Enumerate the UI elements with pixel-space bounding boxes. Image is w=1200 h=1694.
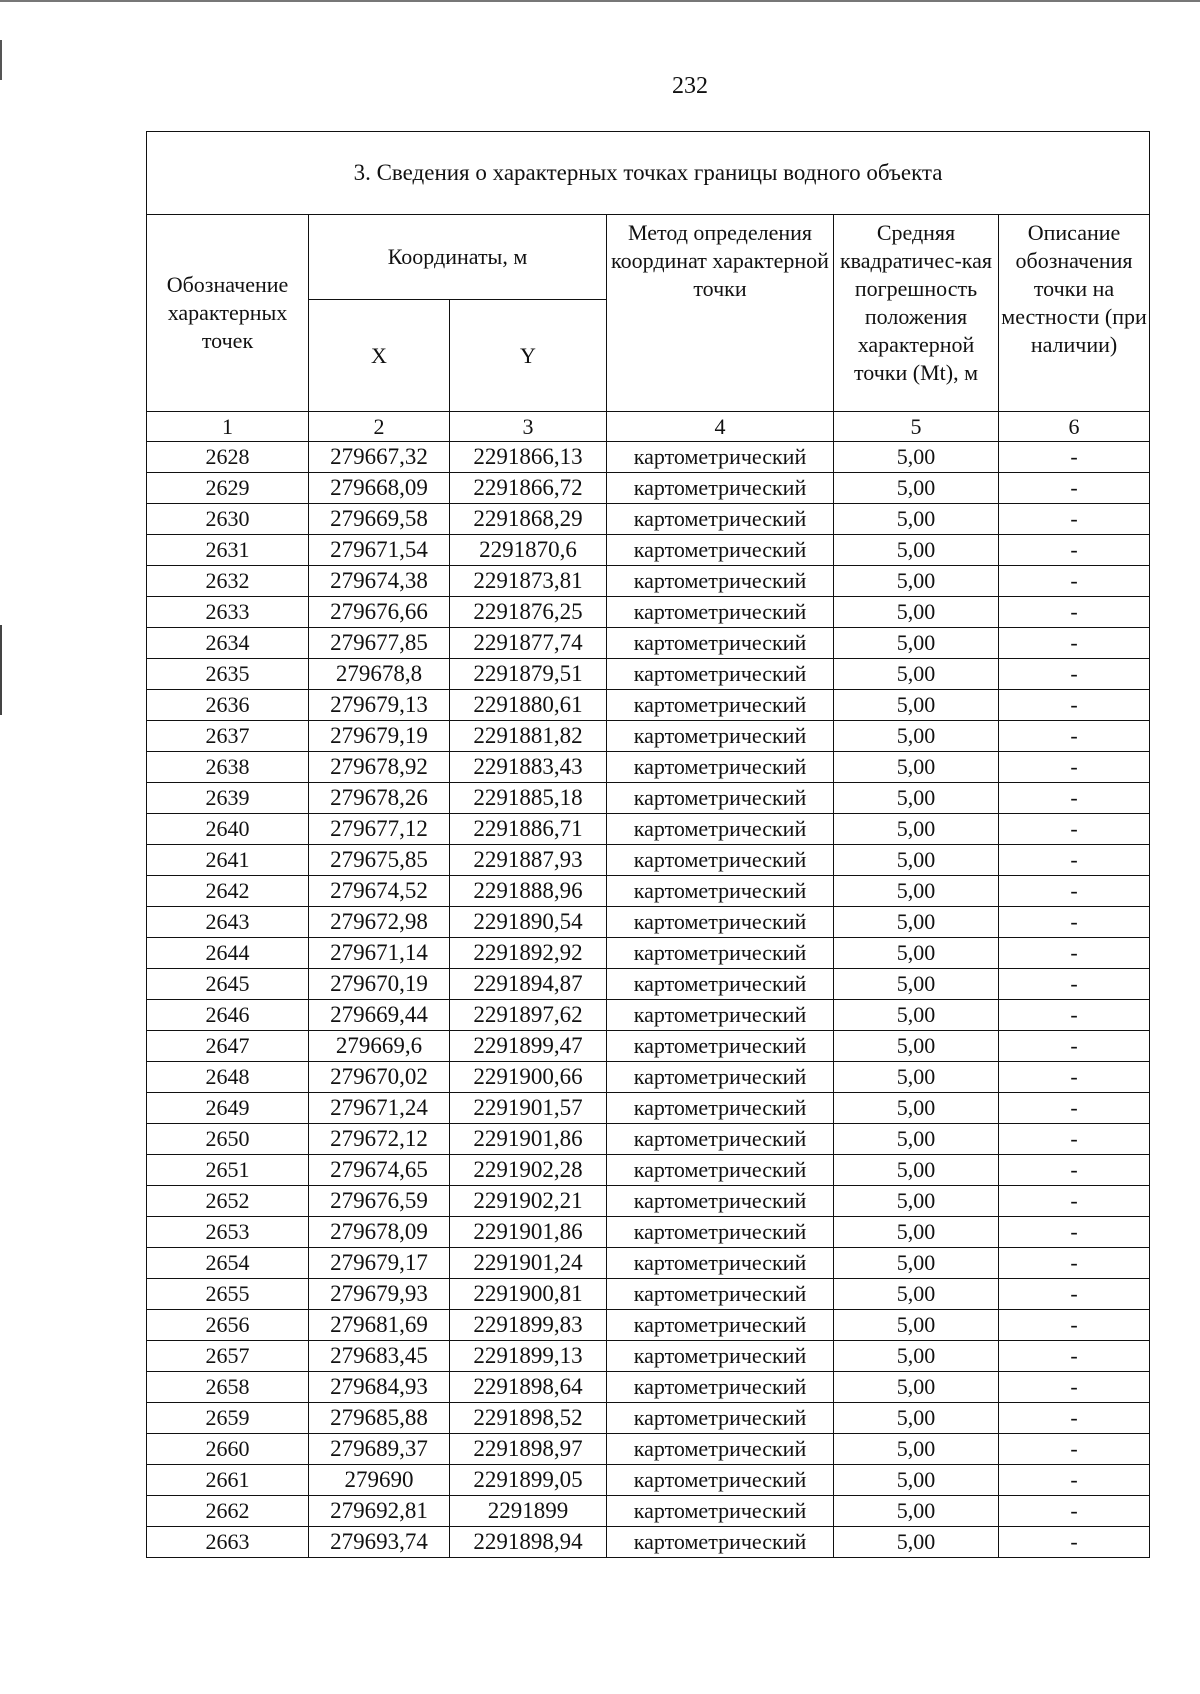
point-cell: 2633	[147, 597, 309, 628]
header-description: Описание обозначения точки на местности (при наличии)	[999, 215, 1150, 412]
error-cell: 5,00	[834, 628, 999, 659]
y-cell: 2291879,51	[450, 659, 607, 690]
table-row	[147, 1465, 1150, 1496]
y-cell: 2291899,05	[450, 1465, 607, 1496]
point-cell: 2660	[147, 1434, 309, 1465]
y-cell: 2291898,64	[450, 1372, 607, 1403]
error-cell: 5,00	[834, 1372, 999, 1403]
y-cell: 2291898,94	[450, 1527, 607, 1558]
method-cell: картометрический	[607, 1124, 834, 1155]
table-row	[147, 752, 1150, 783]
x-cell: 279678,92	[309, 752, 450, 783]
table-row	[147, 1434, 1150, 1465]
description-cell: -	[999, 442, 1150, 473]
y-cell: 2291880,61	[450, 690, 607, 721]
description-cell: -	[999, 1527, 1150, 1558]
point-cell: 2653	[147, 1217, 309, 1248]
x-cell: 279670,19	[309, 969, 450, 1000]
error-cell: 5,00	[834, 1155, 999, 1186]
description-cell: -	[999, 1155, 1150, 1186]
table-row	[147, 659, 1150, 690]
error-cell: 5,00	[834, 1248, 999, 1279]
table-row	[147, 1403, 1150, 1434]
description-cell: -	[999, 1124, 1150, 1155]
table-row	[147, 690, 1150, 721]
x-cell: 279672,98	[309, 907, 450, 938]
method-cell: картометрический	[607, 938, 834, 969]
description-cell: -	[999, 1403, 1150, 1434]
error-cell: 5,00	[834, 1000, 999, 1031]
point-cell: 2639	[147, 783, 309, 814]
description-cell: -	[999, 752, 1150, 783]
table-body	[147, 442, 1150, 1558]
column-numbers-row	[147, 412, 1150, 442]
point-cell: 2655	[147, 1279, 309, 1310]
y-cell: 2291902,28	[450, 1155, 607, 1186]
x-cell: 279678,09	[309, 1217, 450, 1248]
x-cell: 279674,38	[309, 566, 450, 597]
description-cell: -	[999, 1000, 1150, 1031]
method-cell: картометрический	[607, 442, 834, 473]
point-cell: 2629	[147, 473, 309, 504]
error-cell: 5,00	[834, 1310, 999, 1341]
method-cell: картометрический	[607, 1000, 834, 1031]
description-cell: -	[999, 876, 1150, 907]
point-cell: 2631	[147, 535, 309, 566]
column-number: 5	[834, 412, 999, 442]
point-cell: 2628	[147, 442, 309, 473]
table-row	[147, 1124, 1150, 1155]
table-row	[147, 1186, 1150, 1217]
description-cell: -	[999, 1465, 1150, 1496]
point-cell: 2630	[147, 504, 309, 535]
point-cell: 2647	[147, 1031, 309, 1062]
y-cell: 2291901,24	[450, 1248, 607, 1279]
x-cell: 279669,6	[309, 1031, 450, 1062]
method-cell: картометрический	[607, 659, 834, 690]
y-cell: 2291900,66	[450, 1062, 607, 1093]
point-cell: 2654	[147, 1248, 309, 1279]
method-cell: картометрический	[607, 1527, 834, 1558]
description-cell: -	[999, 1372, 1150, 1403]
point-cell: 2632	[147, 566, 309, 597]
x-cell: 279678,26	[309, 783, 450, 814]
method-cell: картометрический	[607, 1062, 834, 1093]
x-cell: 279677,12	[309, 814, 450, 845]
table-row	[147, 628, 1150, 659]
x-cell: 279669,44	[309, 1000, 450, 1031]
x-cell: 279690	[309, 1465, 450, 1496]
x-cell: 279670,02	[309, 1062, 450, 1093]
column-number: 1	[147, 412, 309, 442]
error-cell: 5,00	[834, 1341, 999, 1372]
table-row	[147, 969, 1150, 1000]
table-row	[147, 535, 1150, 566]
table-row	[147, 1093, 1150, 1124]
point-cell: 2642	[147, 876, 309, 907]
point-cell: 2662	[147, 1496, 309, 1527]
x-cell: 279678,8	[309, 659, 450, 690]
y-cell: 2291899,83	[450, 1310, 607, 1341]
column-number: 2	[309, 412, 450, 442]
method-cell: картометрический	[607, 1155, 834, 1186]
table-row	[147, 1496, 1150, 1527]
description-cell: -	[999, 504, 1150, 535]
error-cell: 5,00	[834, 752, 999, 783]
description-cell: -	[999, 1310, 1150, 1341]
x-cell: 279689,37	[309, 1434, 450, 1465]
description-cell: -	[999, 1093, 1150, 1124]
error-cell: 5,00	[834, 1403, 999, 1434]
error-cell: 5,00	[834, 535, 999, 566]
table-row	[147, 1527, 1150, 1558]
x-cell: 279683,45	[309, 1341, 450, 1372]
description-cell: -	[999, 938, 1150, 969]
table-row	[147, 566, 1150, 597]
point-cell: 2657	[147, 1341, 309, 1372]
error-cell: 5,00	[834, 1186, 999, 1217]
error-cell: 5,00	[834, 907, 999, 938]
error-cell: 5,00	[834, 659, 999, 690]
method-cell: картометрический	[607, 1372, 834, 1403]
method-cell: картометрический	[607, 1217, 834, 1248]
x-cell: 279667,32	[309, 442, 450, 473]
error-cell: 5,00	[834, 473, 999, 504]
table-row	[147, 1155, 1150, 1186]
column-number: 4	[607, 412, 834, 442]
y-cell: 2291887,93	[450, 845, 607, 876]
point-cell: 2638	[147, 752, 309, 783]
description-cell: -	[999, 721, 1150, 752]
x-cell: 279671,14	[309, 938, 450, 969]
table-row	[147, 1000, 1150, 1031]
method-cell: картометрический	[607, 876, 834, 907]
point-cell: 2645	[147, 969, 309, 1000]
error-cell: 5,00	[834, 1062, 999, 1093]
y-cell: 2291881,82	[450, 721, 607, 752]
table-row	[147, 442, 1150, 473]
x-cell: 279681,69	[309, 1310, 450, 1341]
description-cell: -	[999, 907, 1150, 938]
description-cell: -	[999, 597, 1150, 628]
error-cell: 5,00	[834, 814, 999, 845]
x-cell: 279679,17	[309, 1248, 450, 1279]
x-cell: 279693,74	[309, 1527, 450, 1558]
point-cell: 2663	[147, 1527, 309, 1558]
description-cell: -	[999, 814, 1150, 845]
x-cell: 279671,24	[309, 1093, 450, 1124]
error-cell: 5,00	[834, 1217, 999, 1248]
y-cell: 2291876,25	[450, 597, 607, 628]
header-method: Метод определения координат характерной точки	[607, 215, 834, 412]
method-cell: картометрический	[607, 1279, 834, 1310]
y-cell: 2291890,54	[450, 907, 607, 938]
y-cell: 2291888,96	[450, 876, 607, 907]
method-cell: картометрический	[607, 783, 834, 814]
y-cell: 2291873,81	[450, 566, 607, 597]
description-cell: -	[999, 1496, 1150, 1527]
y-cell: 2291894,87	[450, 969, 607, 1000]
error-cell: 5,00	[834, 876, 999, 907]
page-number: 232	[672, 73, 708, 99]
method-cell: картометрический	[607, 1403, 834, 1434]
error-cell: 5,00	[834, 1496, 999, 1527]
scan-edge	[0, 0, 1200, 2]
method-cell: картометрический	[607, 504, 834, 535]
table-row	[147, 1341, 1150, 1372]
point-cell: 2649	[147, 1093, 309, 1124]
y-cell: 2291885,18	[450, 783, 607, 814]
description-cell: -	[999, 566, 1150, 597]
error-cell: 5,00	[834, 1465, 999, 1496]
header-x: X	[309, 300, 450, 412]
boundary-points-table	[146, 131, 1150, 1558]
method-cell: картометрический	[607, 473, 834, 504]
table-row	[147, 597, 1150, 628]
description-cell: -	[999, 969, 1150, 1000]
error-cell: 5,00	[834, 1124, 999, 1155]
table-row	[147, 814, 1150, 845]
description-cell: -	[999, 783, 1150, 814]
error-cell: 5,00	[834, 938, 999, 969]
error-cell: 5,00	[834, 597, 999, 628]
error-cell: 5,00	[834, 1434, 999, 1465]
point-cell: 2659	[147, 1403, 309, 1434]
point-cell: 2644	[147, 938, 309, 969]
y-cell: 2291883,43	[450, 752, 607, 783]
description-cell: -	[999, 1031, 1150, 1062]
method-cell: картометрический	[607, 1341, 834, 1372]
y-cell: 2291898,97	[450, 1434, 607, 1465]
description-cell: -	[999, 628, 1150, 659]
y-cell: 2291870,6	[450, 535, 607, 566]
point-cell: 2661	[147, 1465, 309, 1496]
point-cell: 2640	[147, 814, 309, 845]
y-cell: 2291899	[450, 1496, 607, 1527]
y-cell: 2291901,57	[450, 1093, 607, 1124]
method-cell: картометрический	[607, 1186, 834, 1217]
method-cell: картометрический	[607, 907, 834, 938]
table-row	[147, 938, 1150, 969]
error-cell: 5,00	[834, 1279, 999, 1310]
description-cell: -	[999, 845, 1150, 876]
method-cell: картометрический	[607, 721, 834, 752]
method-cell: картометрический	[607, 597, 834, 628]
point-cell: 2652	[147, 1186, 309, 1217]
error-cell: 5,00	[834, 690, 999, 721]
method-cell: картометрический	[607, 1031, 834, 1062]
description-cell: -	[999, 659, 1150, 690]
table-row	[147, 845, 1150, 876]
method-cell: картометрический	[607, 1248, 834, 1279]
x-cell: 279679,19	[309, 721, 450, 752]
point-cell: 2650	[147, 1124, 309, 1155]
error-cell: 5,00	[834, 783, 999, 814]
point-cell: 2648	[147, 1062, 309, 1093]
table-row	[147, 1217, 1150, 1248]
point-cell: 2658	[147, 1372, 309, 1403]
error-cell: 5,00	[834, 969, 999, 1000]
x-cell: 279677,85	[309, 628, 450, 659]
table-row	[147, 1279, 1150, 1310]
point-cell: 2643	[147, 907, 309, 938]
description-cell: -	[999, 1341, 1150, 1372]
error-cell: 5,00	[834, 1093, 999, 1124]
table-row	[147, 721, 1150, 752]
y-cell: 2291866,72	[450, 473, 607, 504]
table-row	[147, 1248, 1150, 1279]
y-cell: 2291892,92	[450, 938, 607, 969]
y-cell: 2291899,13	[450, 1341, 607, 1372]
x-cell: 279671,54	[309, 535, 450, 566]
y-cell: 2291877,74	[450, 628, 607, 659]
error-cell: 5,00	[834, 442, 999, 473]
scan-mark	[0, 625, 2, 715]
header-error: Средняя квадратичес-кая погрешность положения характерной точки (Mt), м	[834, 215, 999, 412]
table-row	[147, 1031, 1150, 1062]
description-cell: -	[999, 1434, 1150, 1465]
table-title: 3. Сведения о характерных точках границы водного объекта	[147, 132, 1150, 215]
method-cell: картометрический	[607, 628, 834, 659]
method-cell: картометрический	[607, 814, 834, 845]
x-cell: 279675,85	[309, 845, 450, 876]
x-cell: 279674,52	[309, 876, 450, 907]
x-cell: 279679,13	[309, 690, 450, 721]
y-cell: 2291866,13	[450, 442, 607, 473]
method-cell: картометрический	[607, 752, 834, 783]
point-cell: 2651	[147, 1155, 309, 1186]
column-number: 6	[999, 412, 1150, 442]
table-row	[147, 1062, 1150, 1093]
table-row	[147, 504, 1150, 535]
point-cell: 2646	[147, 1000, 309, 1031]
header-coordinates: Координаты, м	[309, 215, 607, 300]
table-row	[147, 876, 1150, 907]
description-cell: -	[999, 1248, 1150, 1279]
point-cell: 2637	[147, 721, 309, 752]
table-row	[147, 907, 1150, 938]
point-cell: 2656	[147, 1310, 309, 1341]
description-cell: -	[999, 1279, 1150, 1310]
y-cell: 2291901,86	[450, 1217, 607, 1248]
x-cell: 279668,09	[309, 473, 450, 504]
x-cell: 279684,93	[309, 1372, 450, 1403]
error-cell: 5,00	[834, 566, 999, 597]
description-cell: -	[999, 1217, 1150, 1248]
table-row	[147, 473, 1150, 504]
point-cell: 2634	[147, 628, 309, 659]
method-cell: картометрический	[607, 1496, 834, 1527]
y-cell: 2291901,86	[450, 1124, 607, 1155]
point-cell: 2636	[147, 690, 309, 721]
x-cell: 279676,66	[309, 597, 450, 628]
error-cell: 5,00	[834, 721, 999, 752]
description-cell: -	[999, 1062, 1150, 1093]
x-cell: 279679,93	[309, 1279, 450, 1310]
point-cell: 2635	[147, 659, 309, 690]
column-number: 3	[450, 412, 607, 442]
method-cell: картометрический	[607, 690, 834, 721]
y-cell: 2291902,21	[450, 1186, 607, 1217]
y-cell: 2291899,47	[450, 1031, 607, 1062]
method-cell: картометрический	[607, 845, 834, 876]
x-cell: 279685,88	[309, 1403, 450, 1434]
x-cell: 279669,58	[309, 504, 450, 535]
y-cell: 2291897,62	[450, 1000, 607, 1031]
x-cell: 279692,81	[309, 1496, 450, 1527]
method-cell: картометрический	[607, 566, 834, 597]
description-cell: -	[999, 690, 1150, 721]
method-cell: картометрический	[607, 969, 834, 1000]
method-cell: картометрический	[607, 1093, 834, 1124]
error-cell: 5,00	[834, 1527, 999, 1558]
x-cell: 279676,59	[309, 1186, 450, 1217]
error-cell: 5,00	[834, 504, 999, 535]
method-cell: картометрический	[607, 1310, 834, 1341]
header-point-label: Обозначение характерных точек	[147, 215, 309, 412]
error-cell: 5,00	[834, 845, 999, 876]
y-cell: 2291898,52	[450, 1403, 607, 1434]
table-row	[147, 783, 1150, 814]
x-cell: 279672,12	[309, 1124, 450, 1155]
y-cell: 2291868,29	[450, 504, 607, 535]
error-cell: 5,00	[834, 1031, 999, 1062]
method-cell: картометрический	[607, 1465, 834, 1496]
table-row	[147, 1372, 1150, 1403]
description-cell: -	[999, 535, 1150, 566]
description-cell: -	[999, 1186, 1150, 1217]
table-row	[147, 1310, 1150, 1341]
description-cell: -	[999, 473, 1150, 504]
method-cell: картометрический	[607, 535, 834, 566]
y-cell: 2291886,71	[450, 814, 607, 845]
y-cell: 2291900,81	[450, 1279, 607, 1310]
header-y: Y	[450, 300, 607, 412]
point-cell: 2641	[147, 845, 309, 876]
x-cell: 279674,65	[309, 1155, 450, 1186]
method-cell: картометрический	[607, 1434, 834, 1465]
